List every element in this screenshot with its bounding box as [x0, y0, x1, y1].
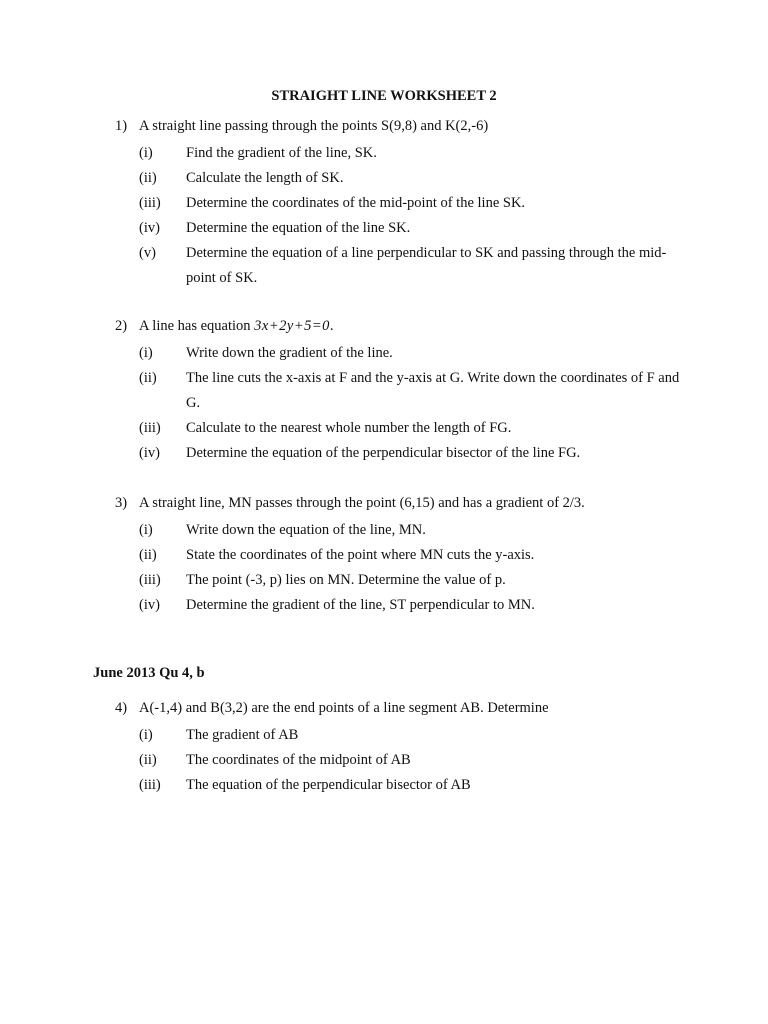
part-text: Determine the equation of a line perpendicular to SK and passing through the mid-point of SK. [186, 245, 667, 286]
part-text: Write down the gradient of the line. [186, 345, 393, 361]
question-part [0, 191, 768, 216]
question-text: A straight line passing through the points S(9,8) and K(2,-6) [139, 118, 489, 134]
question-part [0, 518, 768, 543]
question-stem [0, 493, 768, 518]
part-text: Determine the equation of the perpendicular bisector of the line FG. [186, 445, 581, 461]
question-number: 4) [115, 700, 128, 716]
question-part [0, 341, 768, 366]
part-text: Write down the equation of the line, MN. [186, 522, 426, 538]
part-text: Determine the equation of the line SK. [186, 220, 411, 236]
part-numeral: (iii) [139, 420, 161, 436]
part-numeral: (ii) [139, 170, 157, 186]
question-text: A(-1,4) and B(3,2) are the end points of a line segment AB. Determine [139, 700, 549, 716]
part-text: The gradient of AB [186, 727, 299, 743]
question-stem [0, 116, 768, 141]
part-numeral: (i) [139, 522, 153, 538]
question-part [0, 366, 768, 416]
question-part [0, 416, 768, 441]
part-numeral: (iii) [139, 195, 161, 211]
question-text: A straight line, MN passes through the point (6,15) and has a gradient of 2/3. [139, 495, 585, 511]
question-part [0, 748, 768, 773]
question-part [0, 441, 768, 466]
question-part [0, 141, 768, 166]
question-part [0, 216, 768, 241]
part-numeral: (iii) [139, 777, 161, 793]
part-text: State the coordinates of the point where MN cuts the y-axis. [186, 547, 535, 563]
part-numeral: (iv) [139, 220, 160, 236]
question-text [139, 316, 334, 336]
part-text: Find the gradient of the line, SK. [186, 145, 377, 161]
question-number: 2) [115, 318, 128, 334]
question-part [0, 166, 768, 191]
question-part [0, 593, 768, 618]
question-4 [0, 698, 768, 798]
question-part [0, 723, 768, 748]
question-part [0, 543, 768, 568]
part-text: The equation of the perpendicular bisector of AB [186, 777, 471, 793]
part-text: Calculate the length of SK. [186, 170, 344, 186]
question-2 [0, 316, 768, 466]
question-number: 1) [115, 118, 128, 134]
part-numeral: (ii) [139, 370, 157, 386]
part-numeral: (iv) [139, 597, 160, 613]
part-text: Determine the coordinates of the mid-point of the line SK. [186, 195, 526, 211]
part-numeral: (v) [139, 245, 156, 261]
part-numeral: (iii) [139, 572, 161, 588]
section-heading: June 2013 Qu 4, b [93, 665, 205, 681]
part-text: Determine the gradient of the line, ST perpendicular to MN. [186, 597, 535, 613]
part-numeral: (ii) [139, 547, 157, 563]
part-numeral: (i) [139, 345, 153, 361]
part-text: The line cuts the x-axis at F and the y-axis at G. Write down the coordinates of F and G. [186, 370, 680, 411]
question-part [0, 773, 768, 798]
part-text: Calculate to the nearest whole number the length of FG. [186, 420, 512, 436]
question-part [0, 568, 768, 593]
part-numeral: (i) [139, 145, 153, 161]
stem-prefix: A line has equation [139, 318, 255, 334]
line-equation: 3x+2y+5=0 [254, 318, 330, 334]
question-part [0, 241, 768, 291]
page-title: STRAIGHT LINE WORKSHEET 2 [271, 88, 497, 104]
part-numeral: (i) [139, 727, 153, 743]
stem-suffix: . [329, 318, 334, 334]
question-1 [0, 116, 768, 291]
question-number: 3) [115, 495, 128, 511]
question-stem [0, 316, 768, 341]
part-numeral: (ii) [139, 752, 157, 768]
question-3 [0, 493, 768, 618]
part-text: The point (-3, p) lies on MN. Determine the value of p. [186, 572, 506, 588]
part-numeral: (iv) [139, 445, 160, 461]
part-text: The coordinates of the midpoint of AB [186, 752, 411, 768]
question-stem [0, 698, 768, 723]
